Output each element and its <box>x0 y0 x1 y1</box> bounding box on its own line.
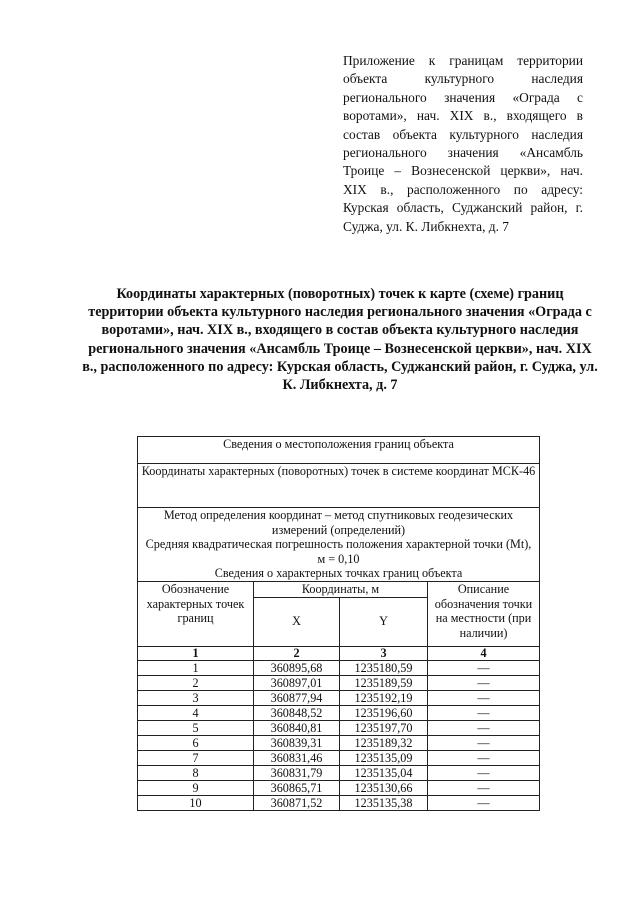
table-row <box>138 675 540 690</box>
method-text: Метод определения координат – метод спутниковых геодезических измерений (определений) <box>163 508 514 537</box>
y-coordinate: 1235180,59 <box>340 660 428 675</box>
x-coordinate: 360831,46 <box>254 750 340 765</box>
table-row <box>138 720 540 735</box>
info-header: Сведения о местоположения границ объекта <box>138 437 540 464</box>
x-coordinate: 360865,71 <box>254 780 340 795</box>
table-row <box>138 735 540 750</box>
point-description: — <box>428 660 540 675</box>
point-number: 10 <box>138 795 254 810</box>
y-coordinate: 1235130,66 <box>340 780 428 795</box>
point-description: — <box>428 795 540 810</box>
coordinates-table <box>137 436 540 811</box>
point-description: — <box>428 735 540 750</box>
x-coordinate: 360877,94 <box>254 690 340 705</box>
table-row <box>138 690 540 705</box>
point-number: 2 <box>138 675 254 690</box>
col-coords: Координаты, м <box>254 581 428 597</box>
x-coordinate: 360839,31 <box>254 735 340 750</box>
point-description: — <box>428 765 540 780</box>
col-description: Описание обозначения точки на местности (при наличии) <box>428 581 540 646</box>
y-coordinate: 1235189,59 <box>340 675 428 690</box>
column-numbers-row <box>138 646 540 660</box>
point-number: 1 <box>138 660 254 675</box>
point-number: 4 <box>138 705 254 720</box>
point-number: 6 <box>138 735 254 750</box>
point-description: — <box>428 690 540 705</box>
table-row <box>138 660 540 675</box>
y-coordinate: 1235196,60 <box>340 705 428 720</box>
table-row <box>138 795 540 810</box>
x-coordinate: 360897,01 <box>254 675 340 690</box>
accuracy-text: Средняя квадратическая погрешность положения характерной точки (Mt), м = 0,10 <box>145 537 532 566</box>
col-designation: Обозначение характерных точек границ <box>138 581 254 646</box>
coord-system-cell: Координаты характерных (поворотных) точек в системе координат МСК-46 <box>138 464 540 508</box>
point-description: — <box>428 720 540 735</box>
x-coordinate: 360831,79 <box>254 765 340 780</box>
method-cell <box>138 508 540 582</box>
point-number: 5 <box>138 720 254 735</box>
y-coordinate: 1235189,32 <box>340 735 428 750</box>
column-number: 4 <box>428 646 540 660</box>
appendix-note: Приложение к границам территории объекта культурного наследия регионального значения «Ограда с воротами», нач. XIX в., входящего в состав объекта культурного наследия регионального значения «Ансамбль Троице – Вознесенской церкви», нач. XIX в., расположенного по адресу: Курская область, Суджанский район, г. Суджа, ул. К. Либкнехта, д. 7 <box>343 53 583 234</box>
y-coordinate: 1235192,19 <box>340 690 428 705</box>
y-coordinate: 1235135,09 <box>340 750 428 765</box>
column-number: 2 <box>254 646 340 660</box>
points-header: Сведения о характерных точках границ объекта <box>214 566 463 581</box>
table-row <box>138 765 540 780</box>
point-description: — <box>428 780 540 795</box>
table-row <box>138 780 540 795</box>
point-number: 7 <box>138 750 254 765</box>
col-y: Y <box>340 597 428 646</box>
x-coordinate: 360848,52 <box>254 705 340 720</box>
table-row <box>138 705 540 720</box>
col-x: X <box>254 597 340 646</box>
column-number: 1 <box>138 646 254 660</box>
column-number: 3 <box>340 646 428 660</box>
x-coordinate: 360871,52 <box>254 795 340 810</box>
y-coordinate: 1235135,04 <box>340 765 428 780</box>
point-number: 9 <box>138 780 254 795</box>
x-coordinate: 360840,81 <box>254 720 340 735</box>
point-description: — <box>428 705 540 720</box>
point-number: 3 <box>138 690 254 705</box>
point-description: — <box>428 675 540 690</box>
document-title: Координаты характерных (поворотных) точек к карте (схеме) границ территории объекта культурного наследия регионального значения «Ограда с воротами», нач. XIX в., входящего в состав объекта культурного наследия регионального значения «Ансамбль Троице – Вознесенской церкви», нач. XIX в., расположенного по адресу: Курская область, Суджанский район, г. Суджа, ул. К. Либкнехта, д. 7 <box>82 286 598 394</box>
y-coordinate: 1235135,38 <box>340 795 428 810</box>
point-number: 8 <box>138 765 254 780</box>
x-coordinate: 360895,68 <box>254 660 340 675</box>
y-coordinate: 1235197,70 <box>340 720 428 735</box>
point-description: — <box>428 750 540 765</box>
table-row <box>138 750 540 765</box>
